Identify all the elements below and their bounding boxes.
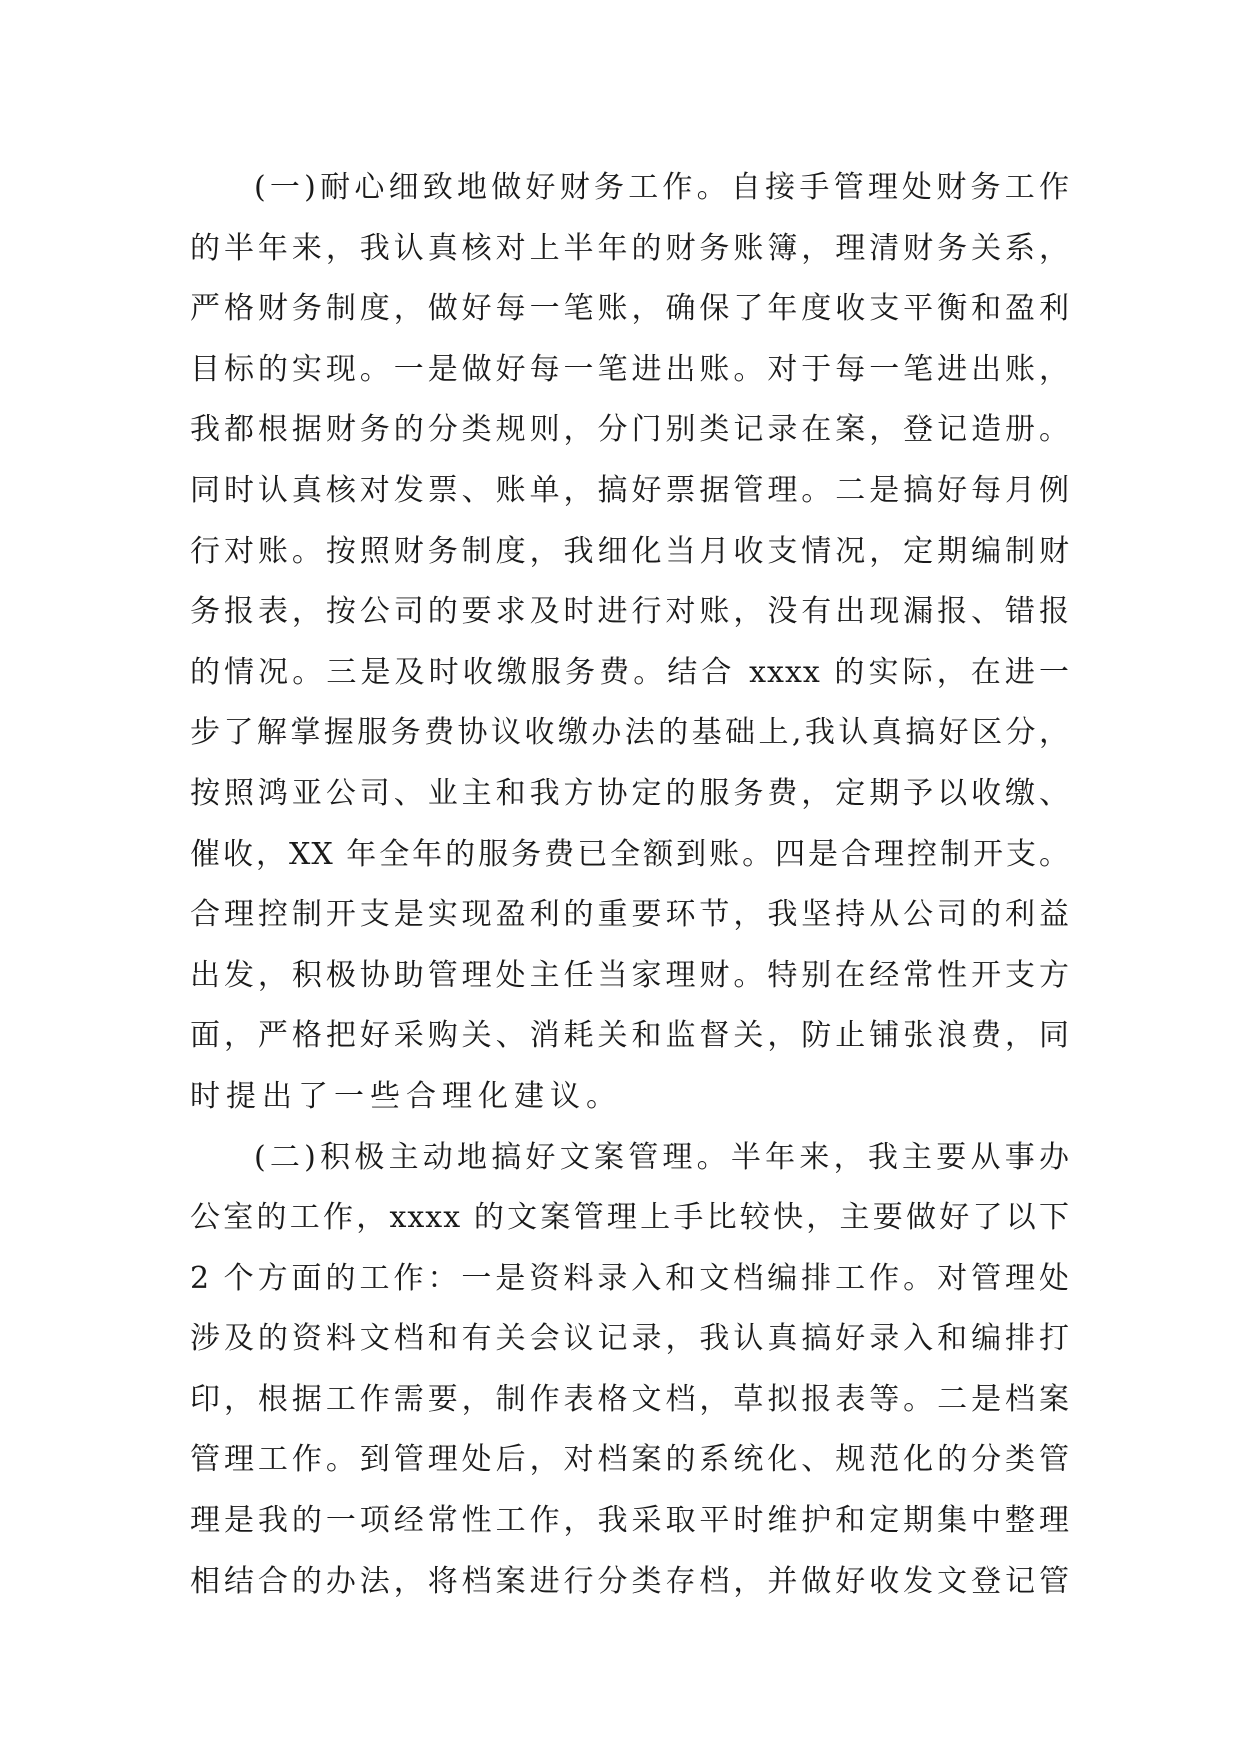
text-line: 严格财务制度，做好每一笔账，确保了年度收支平衡和盈利 bbox=[190, 291, 1070, 327]
text-line: 合理控制开支是实现盈利的重要环节，我坚持从公司的利益 bbox=[190, 897, 1070, 933]
text-line: 目标的实现。一是做好每一笔进出账。对于每一笔进出账， bbox=[190, 351, 1070, 387]
text-line: (二)积极主动地搞好文案管理。半年来，我主要从事办 bbox=[254, 1139, 1070, 1175]
text-line: 行对账。按照财务制度，我细化当月收支情况，定期编制财 bbox=[190, 533, 1070, 569]
text-line: 出发，积极协助管理处主任当家理财。特别在经常性开支方 bbox=[190, 957, 1070, 993]
document-body bbox=[190, 158, 1070, 1612]
paragraph-financial-work bbox=[190, 158, 1070, 1128]
text-line: 面，严格把好采购关、消耗关和监督关，防止铺张浪费，同 bbox=[190, 1018, 1070, 1054]
text-line: 时提出了一些合理化建议。 bbox=[190, 1078, 622, 1114]
text-line: 我都根据财务的分类规则，分门别类记录在案，登记造册。 bbox=[190, 412, 1070, 448]
text-line: 印，根据工作需要，制作表格文档，草拟报表等。二是档案 bbox=[190, 1381, 1070, 1417]
text-line: 的情况。三是及时收缴服务费。结合 xxxx 的实际，在进一 bbox=[190, 654, 1070, 690]
text-line: 涉及的资料文档和有关会议记录，我认真搞好录入和编排打 bbox=[190, 1321, 1070, 1357]
paragraph-document-management bbox=[190, 1128, 1070, 1613]
text-line: 理是我的一项经常性工作，我采取平时维护和定期集中整理 bbox=[190, 1503, 1070, 1539]
text-line: 按照鸿亚公司、业主和我方协定的服务费，定期予以收缴、 bbox=[190, 775, 1070, 811]
text-line: 公室的工作，xxxx 的文案管理上手比较快，主要做好了以下 bbox=[190, 1200, 1070, 1236]
text-line: 催收，XX 年全年的服务费已全额到账。四是合理控制开支。 bbox=[190, 836, 1070, 872]
text-line: 相结合的办法，将档案进行分类存档，并做好收发文登记管 bbox=[190, 1563, 1070, 1599]
text-line: 务报表，按公司的要求及时进行对账，没有出现漏报、错报 bbox=[190, 594, 1070, 630]
text-line: 管理工作。到管理处后，对档案的系统化、规范化的分类管 bbox=[190, 1442, 1070, 1478]
text-line: 同时认真核对发票、账单，搞好票据管理。二是搞好每月例 bbox=[190, 472, 1070, 508]
text-line: (一)耐心细致地做好财务工作。自接手管理处财务工作 bbox=[254, 170, 1070, 205]
text-line: 步了解掌握服务费协议收缴办法的基础上,我认真搞好区分， bbox=[190, 715, 1070, 751]
text-line: 2 个方面的工作：一是资料录入和文档编排工作。对管理处 bbox=[190, 1260, 1070, 1296]
text-line: 的半年来，我认真核对上半年的财务账簿，理清财务关系， bbox=[190, 230, 1070, 266]
